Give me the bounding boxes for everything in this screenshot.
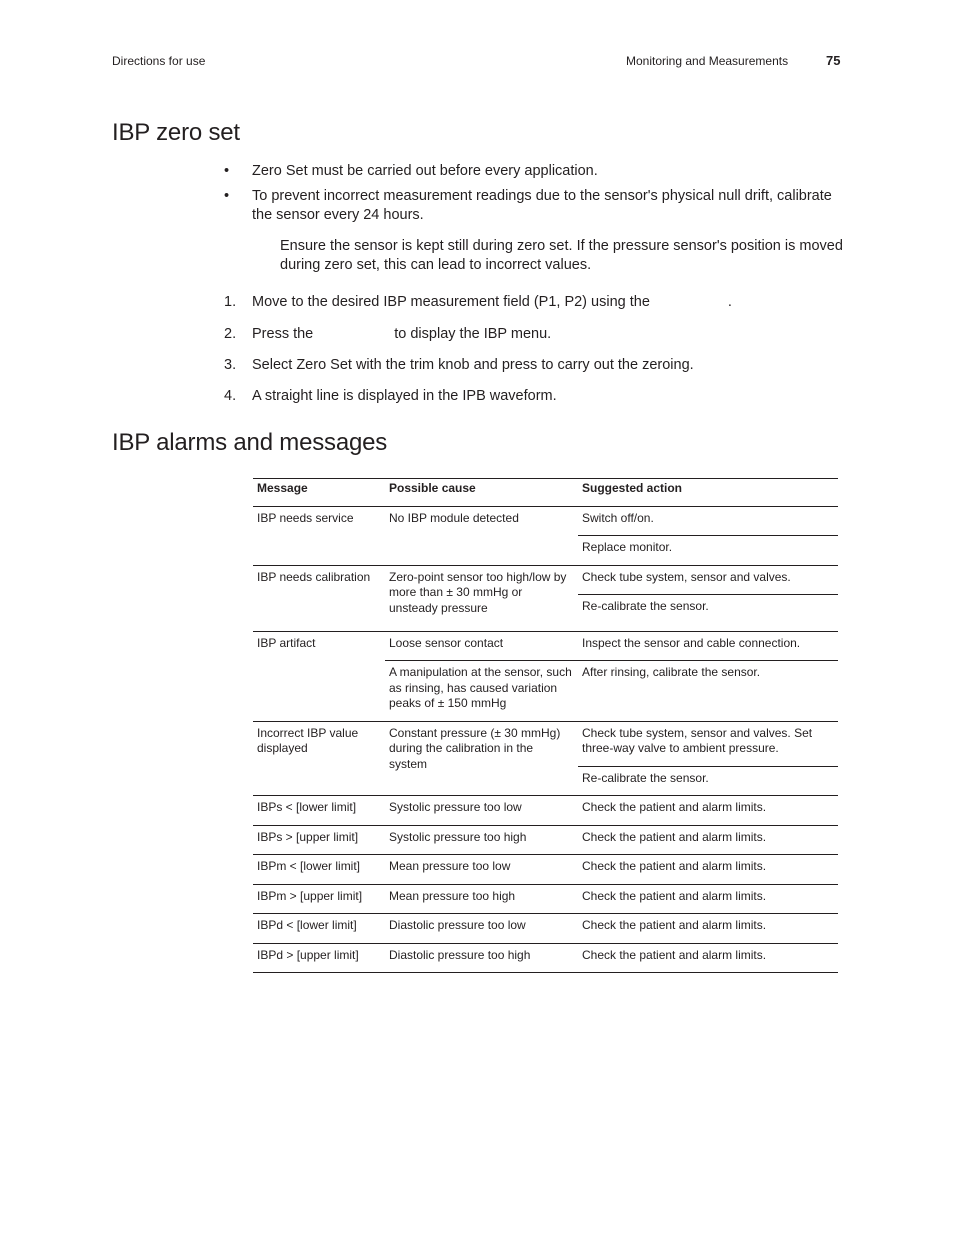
bullet-marker: • bbox=[224, 188, 230, 204]
step-number: 2. bbox=[224, 326, 237, 342]
message-cell: IBPd > [upper limit] bbox=[253, 943, 385, 973]
cause-cell: Constant pressure (± 30 mmHg) during the calibration in the system bbox=[385, 721, 578, 796]
message-cell: IBPd < [lower limit] bbox=[253, 914, 385, 944]
bullet-item: To prevent incorrect measurement readings due to the sensor's physical null drift, calibrate the sensor every 24 hours. bbox=[252, 188, 832, 223]
table-row bbox=[253, 825, 838, 855]
message-cell: IBPm > [upper limit] bbox=[253, 884, 385, 914]
table-row bbox=[253, 721, 838, 766]
action-cell: Check the patient and alarm limits. bbox=[578, 825, 838, 855]
column-header-message: Message bbox=[253, 479, 385, 507]
running-header-section: Monitoring and Measurements bbox=[626, 54, 789, 68]
table-row bbox=[253, 884, 838, 914]
message-cell: IBP needs service bbox=[253, 506, 385, 565]
caution-note: Ensure the sensor is kept still during zero set. If the pressure sensor's position is moved during zero set, this can lead to incorrect values. bbox=[280, 238, 843, 273]
column-header-action: Suggested action bbox=[578, 479, 838, 507]
cause-cell: Diastolic pressure too low bbox=[385, 914, 578, 944]
action-cell: Inspect the sensor and cable connection. bbox=[578, 631, 838, 661]
alarms-table bbox=[253, 478, 838, 973]
cause-cell: Diastolic pressure too high bbox=[385, 943, 578, 973]
section-title-alarms: IBP alarms and messages bbox=[112, 429, 388, 456]
step-number: 3. bbox=[224, 357, 237, 373]
action-cell: Re-calibrate the sensor. bbox=[578, 595, 838, 632]
action-cell: Check tube system, sensor and valves. Set three-way valve to ambient pressure. bbox=[578, 721, 838, 766]
action-cell: Check the patient and alarm limits. bbox=[578, 884, 838, 914]
cause-cell: Systolic pressure too low bbox=[385, 796, 578, 826]
message-cell: IBP needs calibration bbox=[253, 565, 385, 631]
cause-cell: A manipulation at the sensor, such as rinsing, has caused variation peaks of ± 150 mmHg bbox=[385, 661, 578, 722]
message-cell: Incorrect IBP value displayed bbox=[253, 721, 385, 796]
table-header-row bbox=[253, 479, 838, 507]
action-cell: Replace monitor. bbox=[578, 536, 838, 566]
action-cell: Check the patient and alarm limits. bbox=[578, 796, 838, 826]
table-row bbox=[253, 506, 838, 536]
message-cell: IBPm < [lower limit] bbox=[253, 855, 385, 885]
step-text: Move to the desired IBP measurement field (P1, P2) using the . bbox=[252, 294, 732, 310]
bullet-item: Zero Set must be carried out before every application. bbox=[252, 163, 598, 179]
page-number: 75 bbox=[826, 53, 841, 68]
bullet-marker: • bbox=[224, 163, 230, 179]
step-number: 4. bbox=[224, 388, 237, 404]
message-cell: IBPs > [upper limit] bbox=[253, 825, 385, 855]
cause-cell: Systolic pressure too high bbox=[385, 825, 578, 855]
action-cell: Check the patient and alarm limits. bbox=[578, 914, 838, 944]
running-header-left: Directions for use bbox=[112, 54, 206, 68]
cause-cell: Zero-point sensor too high/low by more than ± 30 mmHg or unsteady pressure bbox=[385, 565, 578, 631]
table-row bbox=[253, 855, 838, 885]
step-text: Press the to display the IBP menu. bbox=[252, 326, 552, 342]
message-cell: IBP artifact bbox=[253, 631, 385, 721]
column-header-cause: Possible cause bbox=[385, 479, 578, 507]
step-text: A straight line is displayed in the IPB waveform. bbox=[252, 388, 557, 404]
cause-cell: Loose sensor contact bbox=[385, 631, 578, 661]
action-cell: Switch off/on. bbox=[578, 506, 838, 536]
message-cell: IBPs < [lower limit] bbox=[253, 796, 385, 826]
step-text: Select Zero Set with the trim knob and press to carry out the zeroing. bbox=[252, 357, 694, 373]
section-title-zero-set: IBP zero set bbox=[112, 119, 240, 146]
action-cell: Check the patient and alarm limits. bbox=[578, 855, 838, 885]
cause-cell: Mean pressure too low bbox=[385, 855, 578, 885]
cause-cell: Mean pressure too high bbox=[385, 884, 578, 914]
table-row bbox=[253, 914, 838, 944]
action-cell: Check the patient and alarm limits. bbox=[578, 943, 838, 973]
table-row bbox=[253, 631, 838, 661]
table-row bbox=[253, 943, 838, 973]
action-cell: Re-calibrate the sensor. bbox=[578, 766, 838, 796]
step-number: 1. bbox=[224, 294, 237, 310]
cause-cell: No IBP module detected bbox=[385, 506, 578, 565]
action-cell: After rinsing, calibrate the sensor. bbox=[578, 661, 838, 722]
action-cell: Check tube system, sensor and valves. bbox=[578, 565, 838, 595]
table-row bbox=[253, 796, 838, 826]
table-row bbox=[253, 565, 838, 595]
